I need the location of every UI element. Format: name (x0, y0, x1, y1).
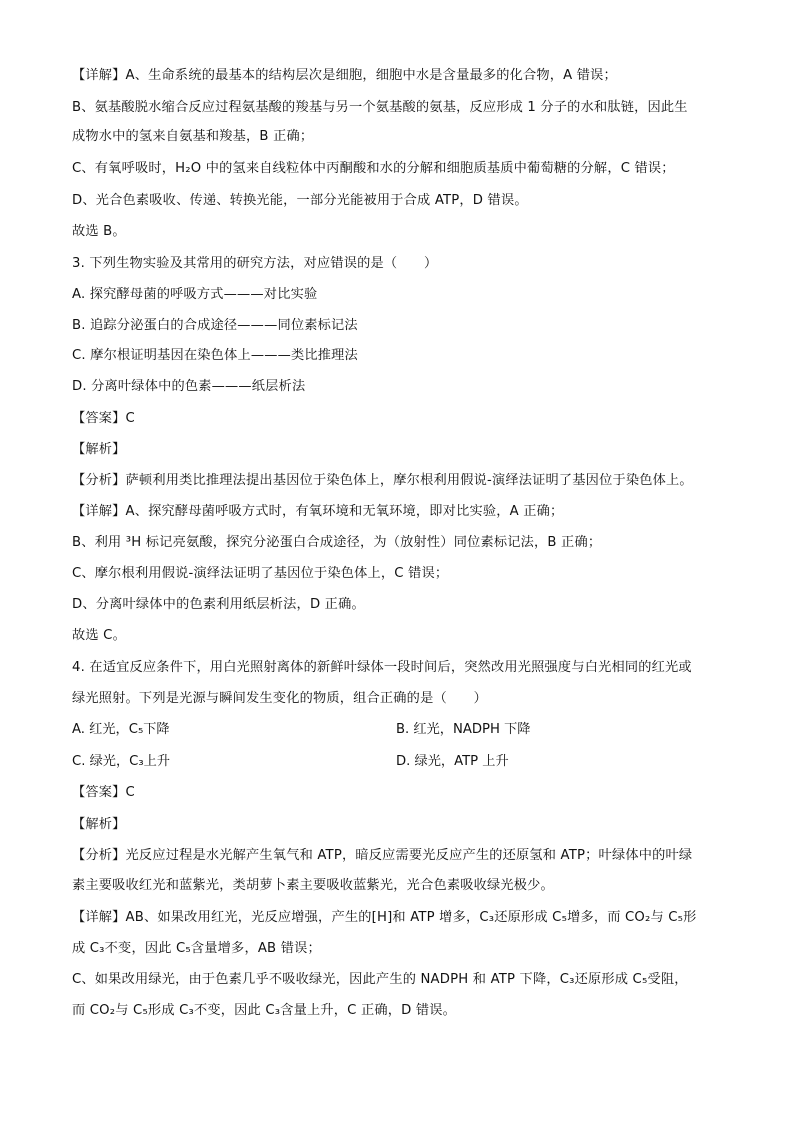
text-line: D、光合色素吸收、传递、转换光能，一部分光能被用于合成 ATP，D 错误。 (72, 193, 528, 208)
question-4-option-c: C. 绿光，C₃上升 (72, 754, 171, 769)
text-line: 【分析】萨顿利用类比推理法提出基因位于染色体上，摩尔根利用假说-演绎法证明了基因位于染色体上。 (72, 473, 693, 488)
text-line: 而 CO₂与 C₅形成 C₃不变，因此 C₃含量上升，C 正确，D 错误。 (72, 1003, 457, 1018)
analysis-label: 【解析】 (72, 442, 126, 457)
question-4-option-a: A. 红光，C₅下降 (72, 722, 170, 737)
text-line: D、分离叶绿体中的色素利用纸层析法，D 正确。 (72, 597, 365, 612)
question-4-option-b: B. 红光，NADPH 下降 (396, 722, 531, 737)
question-3-option-d: D. 分离叶绿体中的色素———纸层析法 (72, 379, 306, 394)
analysis-label: 【解析】 (72, 817, 126, 832)
text-line: 【详解】AB、如果改用红光，光反应增强，产生的[H]和 ATP 增多，C₃还原形成 C₅增多，而 CO₂与 C₅形 (72, 910, 697, 925)
text-line: B、氨基酸脱水缩合反应过程氨基酸的羧基与另一个氨基酸的氨基，反应形成 1 分子的水和肽链，因此生 (72, 100, 688, 115)
text-line: 【详解】A、探究酵母菌呼吸方式时，有氧环境和无氧环境，即对比实验，A 正确； (72, 504, 564, 519)
question-3-option-a: A. 探究酵母菌的呼吸方式———对比实验 (72, 287, 318, 302)
text-line: B、利用 ³H 标记亮氨酸，探究分泌蛋白合成途径，为（放射性）同位素标记法，B 正确； (72, 535, 602, 550)
text-line: C、摩尔根利用假说-演绎法证明了基因位于染色体上，C 错误； (72, 566, 449, 581)
text-line: 故选 C。 (72, 628, 126, 643)
question-4-option-d: D. 绿光，ATP 上升 (396, 754, 509, 769)
text-line: C、有氧呼吸时，H₂O 中的氢来自线粒体中丙酮酸和水的分解和细胞质基质中葡萄糖的分解，C 错误； (72, 161, 675, 176)
text-line: 素主要吸收红光和蓝紫光，类胡萝卜素主要吸收蓝紫光，光合色素吸收绿光极少。 (72, 878, 554, 893)
text-line: C、如果改用绿光，由于色素几乎不吸收绿光，因此产生的 NADPH 和 ATP 下降，C₃还原形成 C₅受阻， (72, 972, 688, 987)
question-4-stem: 绿光照射。下列是光源与瞬间发生变化的物质，组合正确的是（ ） (72, 691, 488, 706)
question-4-stem: 4. 在适宜反应条件下，用白光照射离体的新鲜叶绿体一段时间后，突然改用光照强度与白光相同的红光或 (72, 660, 692, 675)
text-line: 【详解】A、生命系统的最基本的结构层次是细胞，细胞中水是含量最多的化合物，A 错误； (72, 68, 617, 83)
answer-label: 【答案】C (72, 785, 135, 800)
question-3-stem: 3. 下列生物实验及其常用的研究方法，对应错误的是（ ） (72, 256, 438, 271)
question-3-option-b: B. 追踪分泌蛋白的合成途径———同位素标记法 (72, 318, 358, 333)
question-3-option-c: C. 摩尔根证明基因在染色体上———类比推理法 (72, 348, 358, 363)
text-line: 故选 B。 (72, 224, 126, 239)
text-line: 成物水中的氢来自氨基和羧基，B 正确； (72, 129, 314, 144)
text-line: 【分析】光反应过程是水光解产生氧气和 ATP，暗反应需要光反应产生的还原氢和 ATP；叶绿体中的叶绿 (72, 848, 693, 863)
answer-label: 【答案】C (72, 411, 135, 426)
text-line: 成 C₃不变，因此 C₅含量增多，AB 错误； (72, 941, 321, 956)
